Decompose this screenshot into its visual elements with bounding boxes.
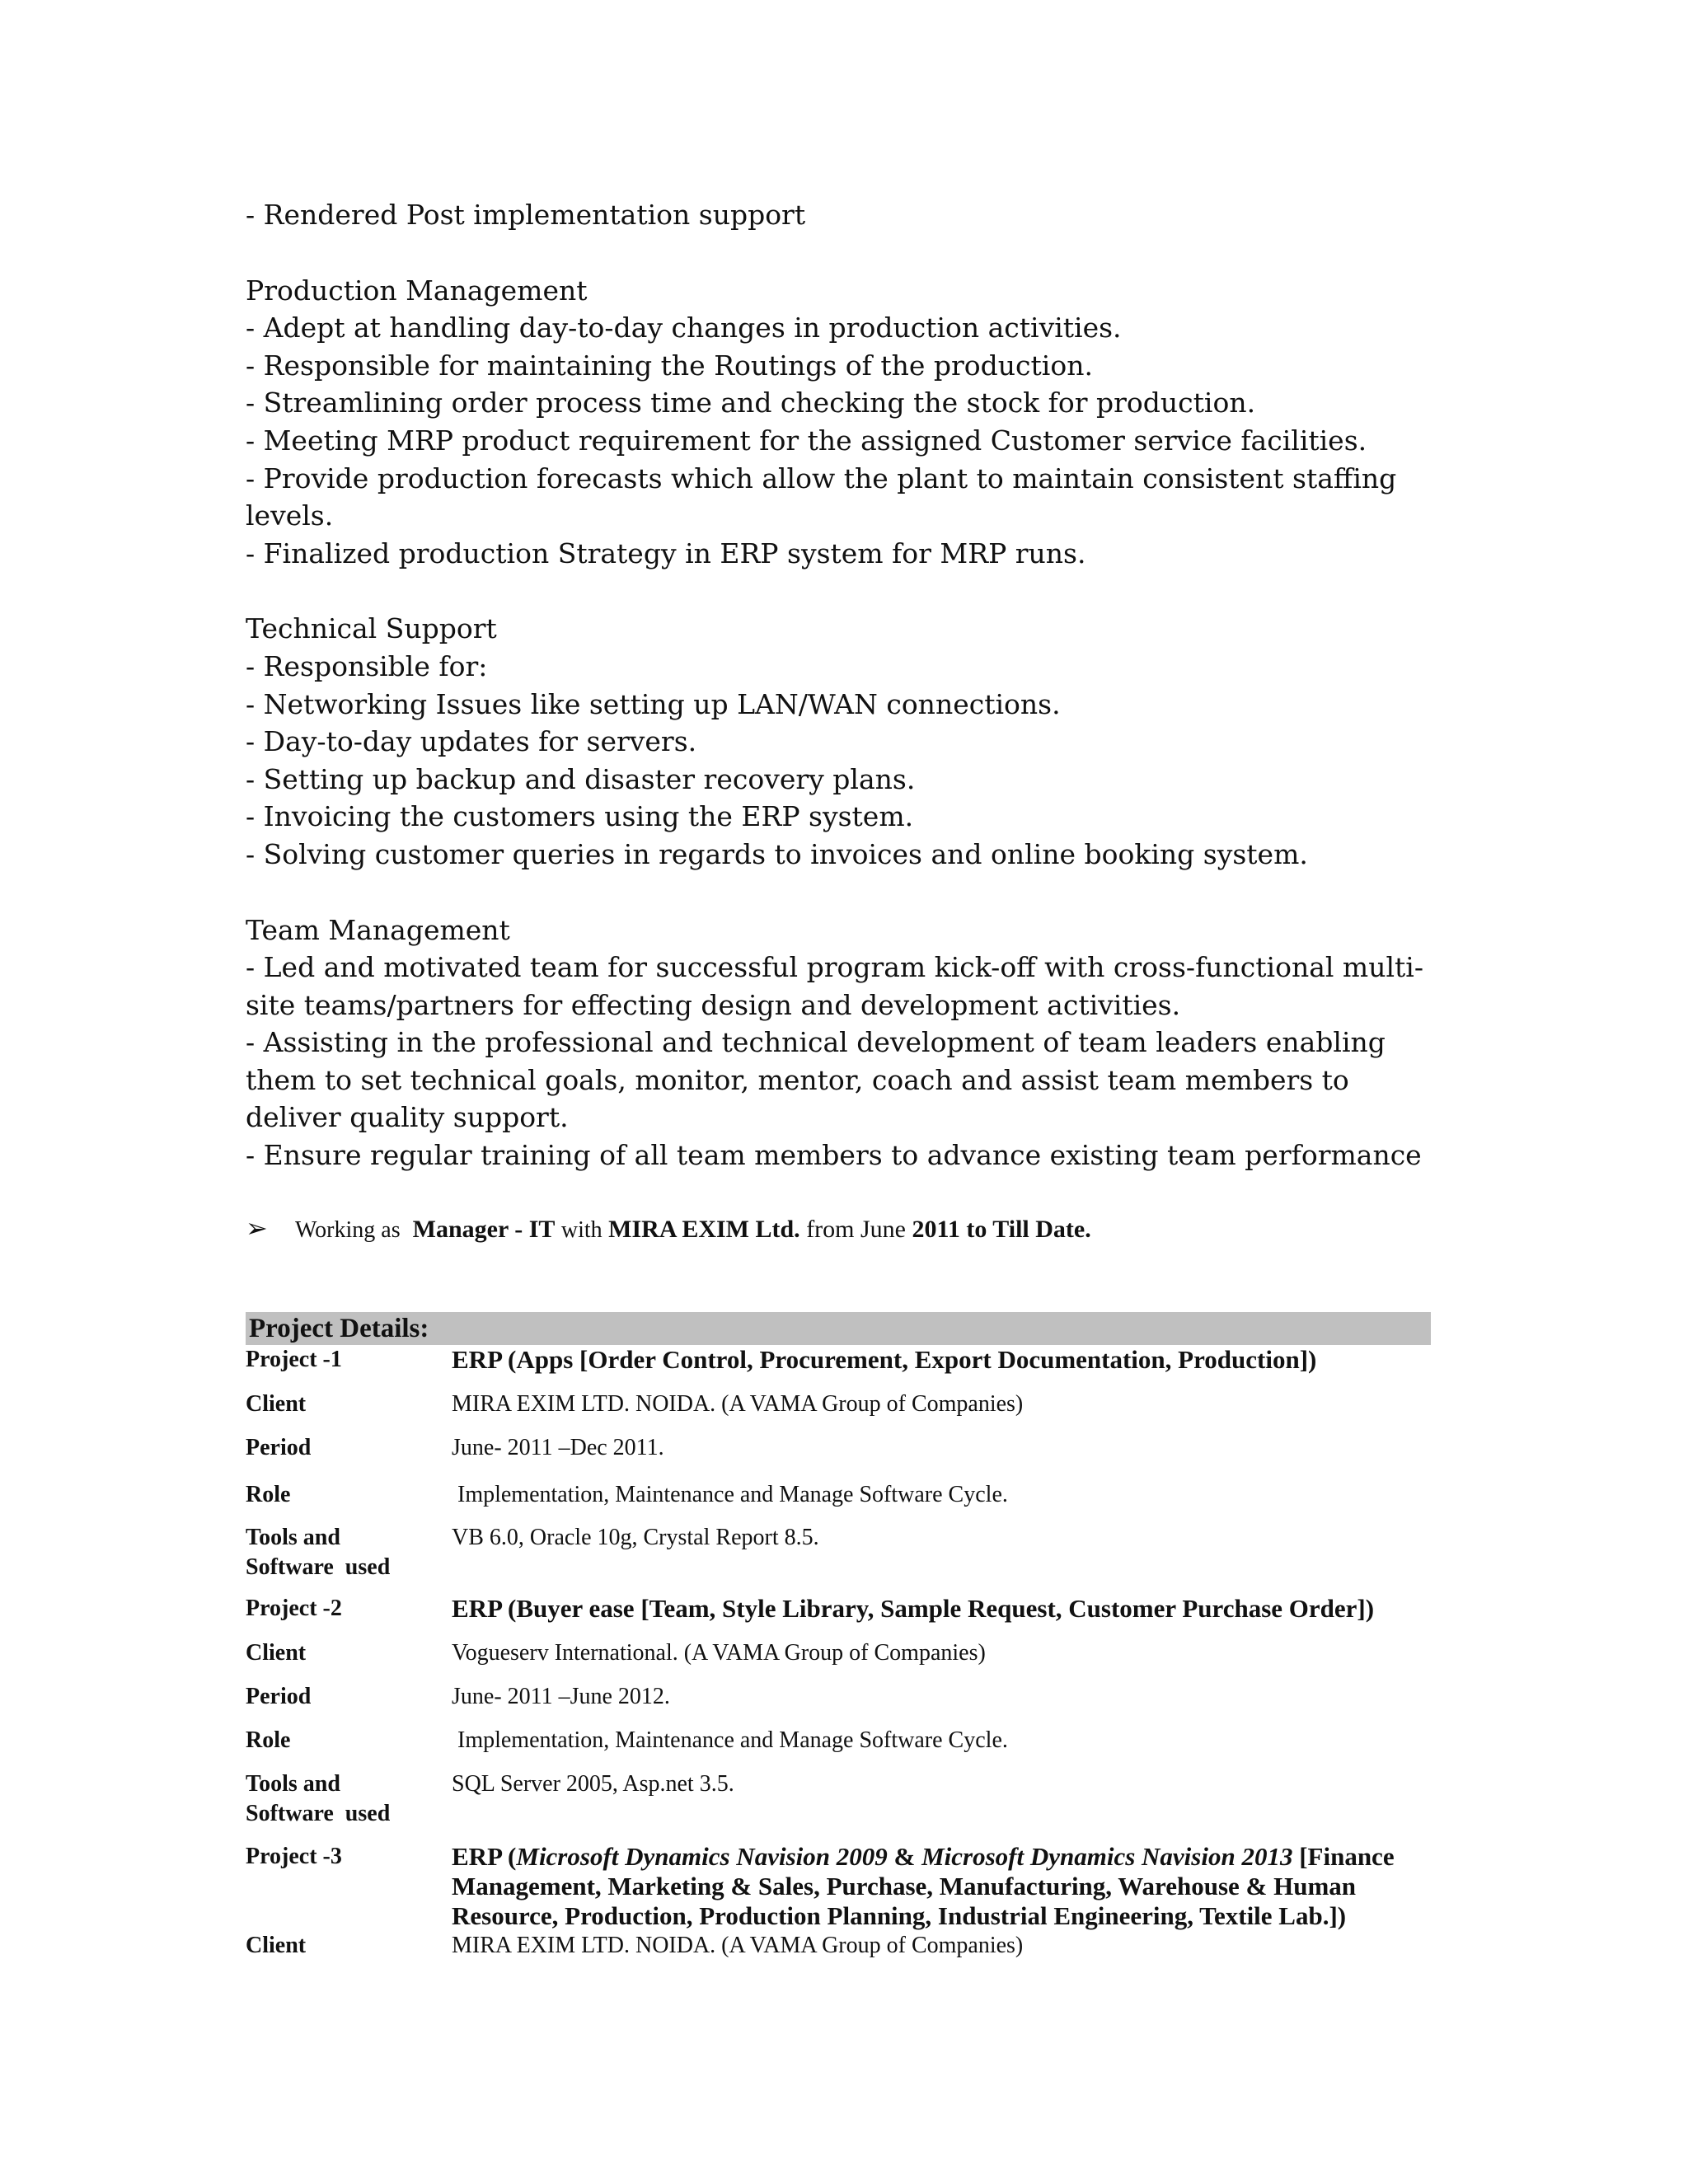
working-prefix: Working as <box>295 1217 401 1243</box>
list-item: - Led and motivated team for successful program kick-off with cross-functional multi-site teams/partners for effecting design and development activities. <box>246 951 1423 1021</box>
job-period: 2011 to Till Date. <box>912 1216 1091 1243</box>
list-item: - Ensure regular training of all team members to advance existing team performance <box>246 1139 1422 1172</box>
list-item: - Streamlining order process time and checking the stock for production. <box>246 387 1256 419</box>
list-item: - Day-to-day updates for servers. <box>246 725 697 758</box>
list-item: - Solving customer queries in regards to invoices and online booking system. <box>246 837 1308 870</box>
project-title: ERP (Apps [Order Control, Procurement, Export Documentation, Production]) <box>452 1345 1317 1374</box>
client-label: Client <box>246 1640 307 1666</box>
tools-value: VB 6.0, Oracle 10g, Crystal Report 8.5. <box>452 1525 819 1550</box>
period-value: June- 2011 –June 2012. <box>452 1684 670 1709</box>
production-heading: Production Management <box>246 274 588 307</box>
job-role: Manager - IT <box>412 1216 556 1243</box>
role-label: Role <box>246 1482 291 1507</box>
spacer <box>246 572 1442 610</box>
list-item: - Finalized production Strategy in ERP system for MRP runs. <box>246 537 1086 569</box>
client-label: Client <box>246 1933 307 1958</box>
tools-label <box>246 1769 452 1842</box>
table-row <box>246 1345 1441 1390</box>
project-title-modules: [Finance Management, Marketing & Sales, Purchase, Manufacturing, Warehouse & Human Resource, Production, Production Planning, Industrial Engineering, Textile Lab.]) <box>452 1842 1395 1930</box>
role-label: Role <box>246 1727 291 1753</box>
list-item: - Assisting in the professional and technical development of team leaders enabling them to set technical goals, monitor, mentor, coach and assist team members to deliver quality support. <box>246 1026 1386 1134</box>
spacer <box>246 874 1442 912</box>
list-item: - Provide production forecasts which allow the plant to maintain consistent staffing levels. <box>246 462 1397 532</box>
team-heading: Team Management <box>246 913 510 946</box>
table-row <box>246 1390 1441 1433</box>
table-row <box>246 1594 1441 1638</box>
list-item: - Invoicing the customers using the ERP system. <box>246 800 914 833</box>
arrow-bullet-icon: ➢ <box>246 1213 268 1243</box>
working-from: from June <box>806 1216 906 1243</box>
role-value: Implementation, Maintenance and Manage Software Cycle. <box>452 1482 1008 1507</box>
working-with: with <box>560 1217 603 1243</box>
tools-label-line: Tools and <box>246 1771 340 1797</box>
project-title <box>452 1842 1441 1931</box>
project-label: Project -3 <box>246 1844 342 1869</box>
project-title: ERP (Buyer ease [Team, Style Library, Sample Request, Customer Purchase Order]) <box>452 1594 1375 1623</box>
project-title-navision-2009: Microsoft Dynamics Navision 2009 <box>516 1842 888 1871</box>
table-row <box>246 1726 1441 1769</box>
table-row <box>246 1479 1441 1523</box>
post-support-line: - Rendered Post implementation support <box>246 199 806 231</box>
period-value: June- 2011 –Dec 2011. <box>452 1435 664 1460</box>
project-title-prefix: ERP ( <box>452 1842 517 1871</box>
tools-label-line: Software used <box>246 1801 391 1826</box>
table-row <box>246 1931 1441 1964</box>
project-details-header: Project Details: <box>246 1312 1431 1345</box>
project-title-amp: & <box>887 1842 922 1871</box>
project-label: Project -1 <box>246 1347 342 1372</box>
table-row <box>246 1638 1441 1682</box>
role-value: Implementation, Maintenance and Manage Software Cycle. <box>452 1727 1008 1753</box>
client-value: MIRA EXIM LTD. NOIDA. (A VAMA Group of Companies) <box>452 1933 1024 1958</box>
project-details-table <box>246 1345 1441 1964</box>
list-item: - Meeting MRP product requirement for the assigned Customer service facilities. <box>246 424 1367 457</box>
client-value: Vogueserv International. (A VAMA Group of Companies) <box>452 1640 986 1666</box>
technical-heading: Technical Support <box>246 612 497 645</box>
project-label: Project -2 <box>246 1596 342 1621</box>
table-row <box>246 1682 1441 1726</box>
tools-label <box>246 1523 452 1594</box>
tools-value: SQL Server 2005, Asp.net 3.5. <box>452 1771 734 1797</box>
list-item: - Responsible for maintaining the Routings of the production. <box>246 349 1093 382</box>
experience-body <box>246 196 1442 1174</box>
client-label: Client <box>246 1391 307 1417</box>
company-name: MIRA EXIM Ltd. <box>608 1216 800 1243</box>
list-item: - Adept at handling day-to-day changes in production activities. <box>246 312 1122 344</box>
period-label: Period <box>246 1684 312 1709</box>
table-row <box>246 1769 1441 1842</box>
list-item: - Responsible for: <box>246 649 488 682</box>
tools-label-line: Tools and <box>246 1525 340 1550</box>
table-row <box>246 1523 1441 1594</box>
current-position-line <box>246 1212 1449 1247</box>
table-row <box>246 1842 1441 1931</box>
client-value: MIRA EXIM LTD. NOIDA. (A VAMA Group of Companies) <box>452 1391 1024 1417</box>
table-row <box>246 1433 1441 1479</box>
tools-label-line: Software used <box>246 1554 391 1580</box>
list-item: - Setting up backup and disaster recovery plans. <box>246 762 916 795</box>
period-label: Period <box>246 1435 312 1460</box>
spacer <box>246 234 1442 272</box>
list-item: - Networking Issues like setting up LAN/WAN connections. <box>246 687 1061 720</box>
project-title-navision-2013: Microsoft Dynamics Navision 2013 <box>921 1842 1293 1871</box>
